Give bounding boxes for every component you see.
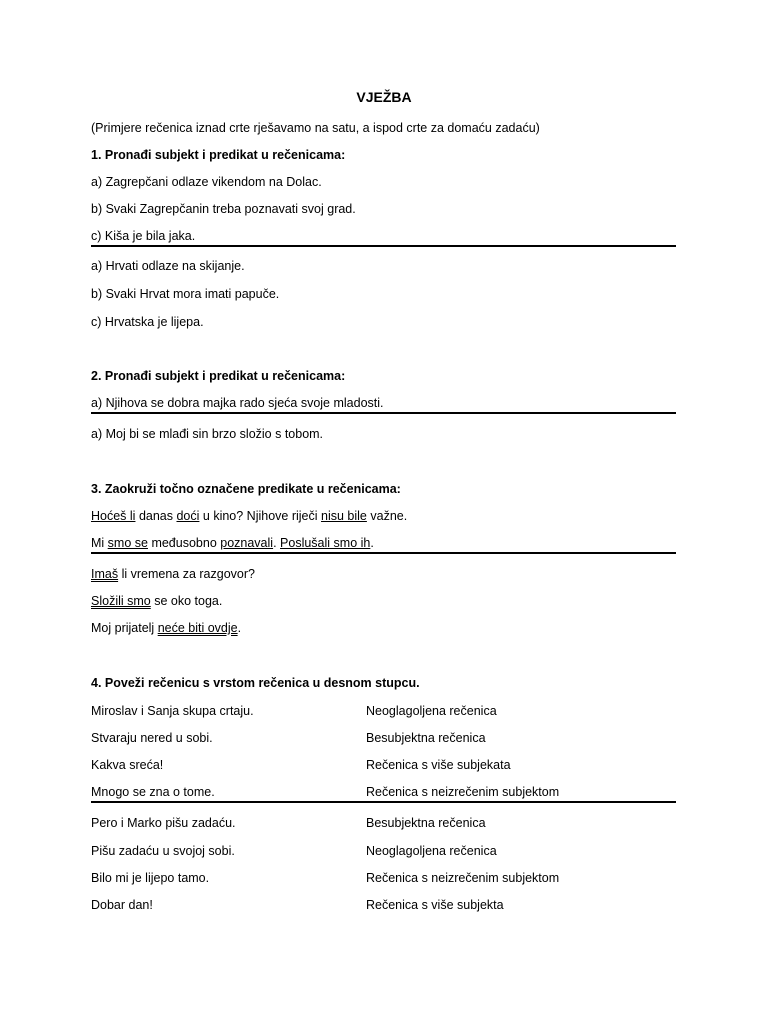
task4-homework-type: Rečenica s neizrečenim subjektom <box>366 871 560 885</box>
task1-class-item-b: b) Svaki Zagrepčanin treba poznavati svoj grad. <box>91 202 356 216</box>
sentence-text: u kino? Njihove riječi <box>199 509 322 523</box>
task1-homework-item-c: c) Hrvatska je lijepa. <box>91 315 204 329</box>
task4-homework-type: Neoglagoljena rečenica <box>366 844 497 858</box>
sentence-text: . <box>237 621 242 635</box>
task4-homework-sentence: Bilo mi je lijepo tamo. <box>91 871 210 885</box>
task2-homework-item: a) Moj bi se mlađi sin brzo složio s tobom. <box>91 427 324 441</box>
task3-heading: 3. Zaokruži točno označene predikate u rečenicama: <box>91 482 401 496</box>
intro-text: (Primjere rečenica iznad crte rješavamo na satu, a ispod crte za domaću zadaću) <box>91 121 540 135</box>
task4-homework-sentence: Dobar dan! <box>91 898 153 912</box>
task1-class-item-c: c) Kiša je bila jaka. <box>91 229 196 243</box>
task2-class-item: a) Njihova se dobra majka rado sjeća svoje mladosti. <box>91 396 384 410</box>
task4-homework-type: Besubjektna rečenica <box>366 816 486 830</box>
predicate-mark: Imaš <box>91 567 119 581</box>
divider-line <box>91 412 676 414</box>
predicate-mark: Složili smo <box>91 594 151 608</box>
predicate-mark: Poslušali smo ih <box>280 536 371 550</box>
task4-class-type: Rečenica s više subjekata <box>366 758 511 772</box>
sentence-text: . <box>273 536 281 550</box>
divider-line <box>91 552 676 554</box>
task4-homework-type: Rečenica s više subjekta <box>366 898 504 912</box>
sentence-text: . <box>370 536 374 550</box>
task1-class-item-a: a) Zagrepčani odlaze vikendom na Dolac. <box>91 175 322 189</box>
predicate-mark: Hoćeš li <box>91 509 136 523</box>
task3-sentence-3 <box>91 566 255 582</box>
task3-sentence-2 <box>91 535 374 551</box>
sentence-text: Moj prijatelj <box>91 621 158 635</box>
task4-class-sentence: Miroslav i Sanja skupa crtaju. <box>91 704 254 718</box>
task4-class-sentence: Stvaraju nered u sobi. <box>91 731 213 745</box>
task2-heading: 2. Pronađi subjekt i predikat u rečenicama: <box>91 369 346 383</box>
task3-sentence-5 <box>91 620 241 636</box>
task1-heading: 1. Pronađi subjekt i predikat u rečenicama: <box>91 148 346 162</box>
task4-class-sentence: Mnogo se zna o tome. <box>91 785 215 799</box>
task4-heading: 4. Poveži rečenicu s vrstom rečenica u desnom stupcu. <box>91 676 420 690</box>
sentence-text: Mi <box>91 536 108 550</box>
predicate-mark: poznavali <box>220 536 274 550</box>
sentence-text: li vremena za razgovor? <box>118 567 255 581</box>
predicate-mark: smo se <box>107 536 148 550</box>
divider-line <box>91 245 676 247</box>
task4-class-type: Neoglagoljena rečenica <box>366 704 497 718</box>
page-title: VJEŽBA <box>356 89 412 105</box>
predicate-mark: neće biti ovdje <box>157 621 238 635</box>
task4-class-type: Rečenica s neizrečenim subjektom <box>366 785 560 799</box>
predicate-mark: doći <box>176 509 200 523</box>
task4-class-type: Besubjektna rečenica <box>366 731 486 745</box>
task4-homework-sentence: Pero i Marko pišu zadaću. <box>91 816 236 830</box>
task3-sentence-4 <box>91 593 222 609</box>
task4-class-sentence: Kakva sreća! <box>91 758 164 772</box>
predicate-mark: nisu bile <box>321 509 367 523</box>
task1-homework-item-b: b) Svaki Hrvat mora imati papuče. <box>91 287 280 301</box>
sentence-text: međusobno <box>147 536 221 550</box>
sentence-text: danas <box>135 509 177 523</box>
task1-homework-item-a: a) Hrvati odlaze na skijanje. <box>91 259 245 273</box>
sentence-text: se oko toga. <box>150 594 223 608</box>
task4-homework-sentence: Pišu zadaću u svojoj sobi. <box>91 844 235 858</box>
sentence-text: važne. <box>366 509 408 523</box>
task3-sentence-1 <box>91 508 407 524</box>
divider-line <box>91 801 676 803</box>
